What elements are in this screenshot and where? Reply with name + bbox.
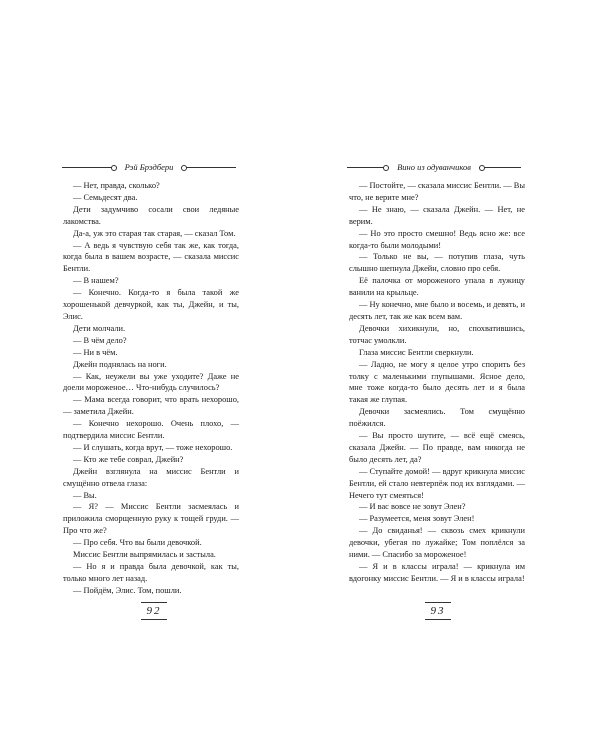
paragraph: — И вас вовсе не зовут Элен? bbox=[359, 502, 466, 512]
paragraph: Девочки засмеялись. Том смущённо поёжился. bbox=[349, 407, 525, 429]
paragraph: Миссис Бентли выпрямилась и застыла. bbox=[73, 550, 216, 560]
right-text-block bbox=[349, 180, 525, 585]
paragraph: — Мама всегда говорит, что врать нехорошо, — заметила Джейн. bbox=[63, 395, 239, 417]
folio-rule-bottom bbox=[141, 619, 167, 620]
paragraph: — Конечно. Когда-то я была такой же хорошенькой девчуркой, как ты, Джейн, и ты, Элис. bbox=[63, 288, 239, 321]
ornament-right-icon bbox=[479, 167, 521, 168]
ornament-left-icon bbox=[62, 167, 117, 168]
paragraph: — До свиданья! — сквозь смех крикнули девочки, убегая по лужайке; Том поплёлся за ними. — Спасибо за мороженое! bbox=[349, 526, 525, 560]
paragraph: — Я? — Миссис Бентли засмеялась и приложила сморщенную руку к тощей груди. — Про что же? bbox=[63, 502, 239, 536]
paragraph: Да-а, уж это старая так старая, — сказал Том. bbox=[73, 228, 236, 238]
paragraph: — Кто же тебе соврал, Джейн? bbox=[73, 454, 184, 464]
paragraph: — А ведь я чувствую себя так же, как тогда, когда была в вашем возрасте, — сказала миссис Бентли. bbox=[63, 240, 239, 274]
paragraph: — Нет, правда, сколько? bbox=[73, 181, 160, 190]
right-page bbox=[300, 0, 600, 750]
left-text-block bbox=[63, 180, 239, 597]
author-name: Рэй Брэдбери bbox=[124, 162, 174, 172]
paragraph: Дети задумчиво сосали свои ледяные лакомства. bbox=[63, 204, 239, 226]
paragraph: — Ну конечно, мне было и восемь, и девять, и десять лет, так же как всем вам. bbox=[349, 300, 525, 321]
ornament-right-icon bbox=[181, 167, 236, 168]
folio-rule-top bbox=[425, 602, 451, 603]
paragraph: — Про себя. Что вы были девочкой. bbox=[73, 538, 202, 548]
paragraph: — Но я и правда была девочкой, как ты, только много лет назад. bbox=[63, 562, 239, 583]
paragraph: Дети молчали. bbox=[73, 323, 126, 333]
paragraph: — Но это просто смешно! Ведь ясно же: все когда-то были молодыми! bbox=[349, 228, 525, 250]
paragraph: — И слушать, когда врут, — тоже нехорошо. bbox=[73, 442, 233, 452]
paragraph: — Как, неужели вы уже уходите? Даже не доели мороженое… Что-нибудь случилось? bbox=[63, 371, 239, 393]
paragraph: — Я и в классы играла! — крикнула им вдогонку миссис Бентли. — Я и в классы играла! bbox=[349, 562, 525, 583]
paragraph: — Ни в чём. bbox=[73, 347, 118, 357]
paragraph: Джейн взглянула на миссис Бентли и смущённо отвела глаза: bbox=[63, 466, 239, 488]
paragraph: — Конечно нехорошо. Очень плохо, — подтвердила миссис Бентли. bbox=[63, 419, 239, 441]
left-running-head bbox=[62, 160, 236, 174]
paragraph: Глаза миссис Бентли сверкнули. bbox=[359, 347, 474, 357]
paragraph: — В чём дело? bbox=[73, 335, 127, 345]
left-page-number bbox=[134, 602, 174, 620]
paragraph: — Не знаю, — сказала Джейн. — Нет, не верим. bbox=[349, 204, 525, 226]
paragraph: — Ступайте домой! — вдруг крикнула миссис Бентли, ей стало невтерпёж под их взглядами. — Нечего тут смеяться! bbox=[349, 466, 525, 500]
paragraph: — Вы. bbox=[73, 490, 97, 500]
paragraph: — Вы просто шутите, — всё ещё смеясь, сказала Джейн. — По правде, вам никогда не было десять лет, да? bbox=[349, 431, 525, 464]
book-title: Вино из одуванчиков bbox=[397, 162, 471, 172]
paragraph: Её палочка от мороженого упала в лужицу ванили на крыльце. bbox=[349, 276, 525, 298]
paragraph: — В нашем? bbox=[73, 276, 119, 286]
paragraph: — Ладно, не могу я целое утро спорить без толку с маленькими глупышами. Ясное дело, мне тоже когда-то было десять лет и я была такая же глупая. bbox=[349, 359, 525, 405]
ornament-left-icon bbox=[347, 167, 389, 168]
paragraph: — Разумеется, меня зовут Элен! bbox=[359, 514, 475, 524]
paragraph: — Только не вы, — потупив глаза, чуть слышно шепнула Джейн, словно про себя. bbox=[349, 252, 525, 274]
right-page-number bbox=[418, 602, 458, 620]
page-number-text: 92 bbox=[146, 605, 162, 617]
paragraph: — Семьдесят два. bbox=[73, 192, 138, 202]
folio-rule-bottom bbox=[425, 619, 451, 620]
folio-rule-top bbox=[141, 602, 167, 603]
paragraph: Джейн поднялась на ноги. bbox=[73, 359, 167, 369]
paragraph: — Пойдём, Элис. Том, пошли. bbox=[73, 585, 182, 595]
paragraph: Девочки хихикнули, но, спохватившись, тотчас умолкли. bbox=[349, 323, 525, 345]
right-running-head bbox=[347, 160, 521, 174]
page-number-text: 93 bbox=[430, 605, 446, 617]
paragraph: — Постойте, — сказала миссис Бентли. — Вы что, не верите мне? bbox=[349, 181, 525, 202]
